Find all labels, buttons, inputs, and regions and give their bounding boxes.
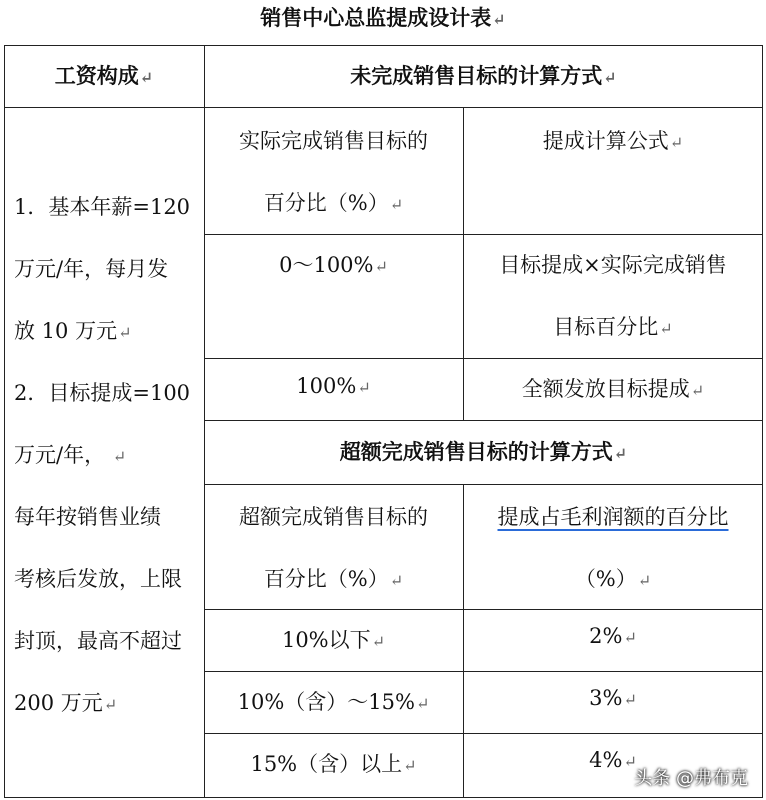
s1-row-percent-text: 0～100% <box>279 253 374 277</box>
return-mark-icon: ↵ <box>103 695 118 714</box>
left-line <box>14 672 199 736</box>
s1-row-formula <box>463 234 763 360</box>
watermark: 头条 @弗布克 <box>634 768 748 789</box>
header-col1-text: 工资构成 <box>54 63 139 88</box>
s2-row-rate-text: 2% <box>589 624 623 648</box>
s2-row-percent <box>204 733 463 797</box>
return-mark-icon: ↵ <box>637 571 652 590</box>
return-mark-icon: ↵ <box>659 319 673 338</box>
left-line-text: 万元/年， <box>14 443 106 467</box>
return-mark-icon: ↵ <box>139 68 154 87</box>
return-mark-icon: ↵ <box>603 68 617 87</box>
s2-col-a-header-line <box>204 548 463 612</box>
s1-col-b-header-text: 提成计算公式 <box>542 129 669 153</box>
s2-col-b-header <box>463 486 763 612</box>
s1-row-formula <box>463 358 763 422</box>
return-mark-icon: ↵ <box>112 447 127 466</box>
s1-row-formula-text: 全额发放目标提成 <box>521 377 690 401</box>
table-divider-header <box>4 107 763 108</box>
s2-row-percent-text: 15%（含）以上 <box>250 752 403 776</box>
return-mark-icon: ↵ <box>492 10 506 29</box>
s1-row-percent-text: 100% <box>296 374 357 398</box>
header-unmet-target <box>204 45 763 107</box>
s2-col-a-header-text: 百分比（%） <box>263 567 389 591</box>
s1-col-a-header-line <box>204 172 463 236</box>
return-mark-icon: ↵ <box>357 378 371 397</box>
return-mark-icon: ↵ <box>389 195 404 214</box>
left-line: 1．基本年薪=120 <box>14 195 191 219</box>
return-mark-icon: ↵ <box>613 444 628 463</box>
s2-col-a-header-line: 超额完成销售目标的 <box>239 505 428 529</box>
return-mark-icon: ↵ <box>690 381 705 400</box>
row-divider <box>204 484 763 485</box>
s2-row-percent-text: 10%以下 <box>281 628 371 652</box>
left-line: 封顶，最高不超过 <box>14 629 182 653</box>
return-mark-icon: ↵ <box>623 690 637 709</box>
left-line <box>14 424 199 488</box>
left-line: 2．目标提成=100 <box>14 381 191 405</box>
s2-title-text: 超额完成销售目标的计算方式 <box>339 439 613 464</box>
return-mark-icon: ↵ <box>623 752 637 771</box>
s2-row-rate <box>463 609 763 665</box>
s2-col-a-header <box>204 486 463 612</box>
s2-col-b-header-text: （%） <box>574 567 637 591</box>
s2-row-percent <box>204 609 463 673</box>
s1-col-a-header <box>204 110 463 236</box>
return-mark-icon: ↵ <box>389 571 404 590</box>
s2-row-rate-text: 4% <box>589 748 623 772</box>
s2-row-percent <box>204 671 463 735</box>
s1-row-formula-text: 目标百分比 <box>553 315 659 339</box>
s2-row-rate <box>463 671 763 727</box>
left-line-text: 200 万元 <box>14 691 103 715</box>
s1-row-formula-line <box>463 296 763 360</box>
page-title <box>0 0 766 40</box>
return-mark-icon: ↵ <box>403 756 417 775</box>
return-mark-icon: ↵ <box>118 323 132 342</box>
s2-col-b-header-line <box>463 548 763 612</box>
left-line-text: 放 10 万元 <box>14 319 118 343</box>
s2-col-b-header-line: 提成占毛利润额的百分比 <box>497 505 729 529</box>
s2-row-percent-text: 10%（含）～15% <box>237 690 415 714</box>
header-col2-text: 未完成销售目标的计算方式 <box>350 63 603 88</box>
header-salary-structure <box>4 45 204 107</box>
left-line: 考核后发放，上限 <box>14 567 182 591</box>
table-border-left <box>4 45 5 798</box>
s1-col-b-header <box>463 110 763 174</box>
return-mark-icon: ↵ <box>415 694 430 713</box>
left-line: 万元/年，每月发 <box>14 257 169 281</box>
return-mark-icon: ↵ <box>669 133 684 152</box>
s1-row-percent <box>204 234 463 298</box>
return-mark-icon: ↵ <box>374 257 388 276</box>
s1-col-a-header-text: 百分比（%） <box>263 191 389 215</box>
left-line <box>14 300 199 364</box>
s1-col-a-header-line: 实际完成销售目标的 <box>239 129 428 153</box>
return-mark-icon: ↵ <box>371 632 386 651</box>
s2-row-rate-text: 3% <box>589 686 623 710</box>
title-text: 销售中心总监提成设计表 <box>260 5 492 30</box>
s2-title <box>204 420 763 484</box>
table-border-bottom <box>4 797 763 798</box>
s1-row-percent <box>204 358 463 416</box>
s1-row-formula-line: 目标提成×实际完成销售 <box>499 253 727 277</box>
left-line: 每年按销售业绩 <box>14 505 161 529</box>
return-mark-icon: ↵ <box>623 628 637 647</box>
